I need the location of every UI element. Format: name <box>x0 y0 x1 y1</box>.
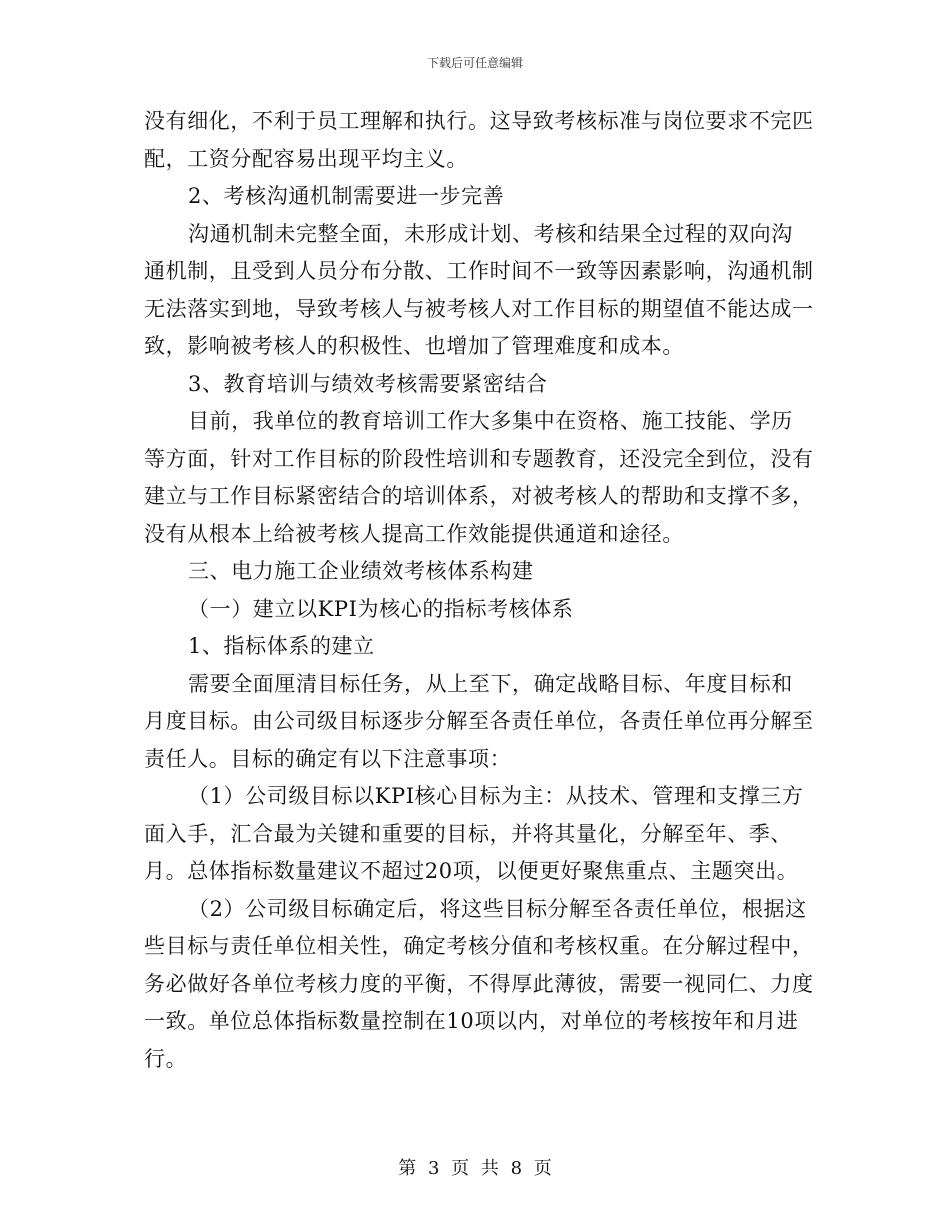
section-heading: 1、指标体系的建立 <box>188 634 375 658</box>
document-body <box>144 103 814 1078</box>
section-heading: 3、教育培训与绩效考核需要紧密结合 <box>188 371 548 396</box>
list-item: （1）公司级目标以KPI核心目标为主：从技术、管理和支撑三方面入手，汇合最为关键和重要的目标，并将其量化，分解至年、季、月。总体指标数量建议不超过20项，以便更好聚焦重点、主题突出。 <box>144 784 804 883</box>
paragraph: 没有细化，不利于员工理解和执行。这导致考核标准与岗位要求不完匹配，工资分配容易出现平均主义。 <box>144 109 814 171</box>
paragraph: 目前，我单位的教育培训工作大多集中在资格、施工技能、学历等方面，针对工作目标的阶段性培训和专题教育，还没完全到位，没有建立与工作目标紧密结合的培训体系，对被考核人的帮助和支撑不多，没有从根本上给被考核人提高工作效能提供通道和途径。 <box>144 409 814 546</box>
page-number: 第 3 页 共 8 页 <box>398 1158 552 1179</box>
section-heading: 2、考核沟通机制需要进一步完善 <box>188 184 505 208</box>
paragraph: 沟通机制未完整全面，未形成计划、考核和结果全过程的双向沟通机制，且受到人员分布分散、工作时间不一致等因素影响，沟通机制无法落实到地，导致考核人与被考核人对工作目标的期望值不能达成一致，影响被考核人的积极性、也增加了管理难度和成本。 <box>144 221 814 358</box>
list-item: （2）公司级目标确定后，将这些目标分解至各责任单位，根据这些目标与责任单位相关性，确定考核分值和考核权重。在分解过程中，务必做好各单位考核力度的平衡，不得厚此薄彼，需要一视同仁、力度一致。单位总体指标数量控制在10项以内，对单位的考核按年和月进行。 <box>144 896 814 1071</box>
page-header: 下载后可任意编辑 <box>426 56 523 70</box>
subsection-heading: （一）建立以KPI为核心的指标考核体系 <box>188 596 574 621</box>
paragraph: 需要全面厘清目标任务，从上至下，确定战略目标、年度目标和月度目标。由公司级目标逐步分解至各责任单位，各责任单位再分解至责任人。目标的确定有以下注意事项： <box>144 671 814 771</box>
chapter-heading: 三、电力施工企业绩效考核体系构建 <box>188 559 534 583</box>
